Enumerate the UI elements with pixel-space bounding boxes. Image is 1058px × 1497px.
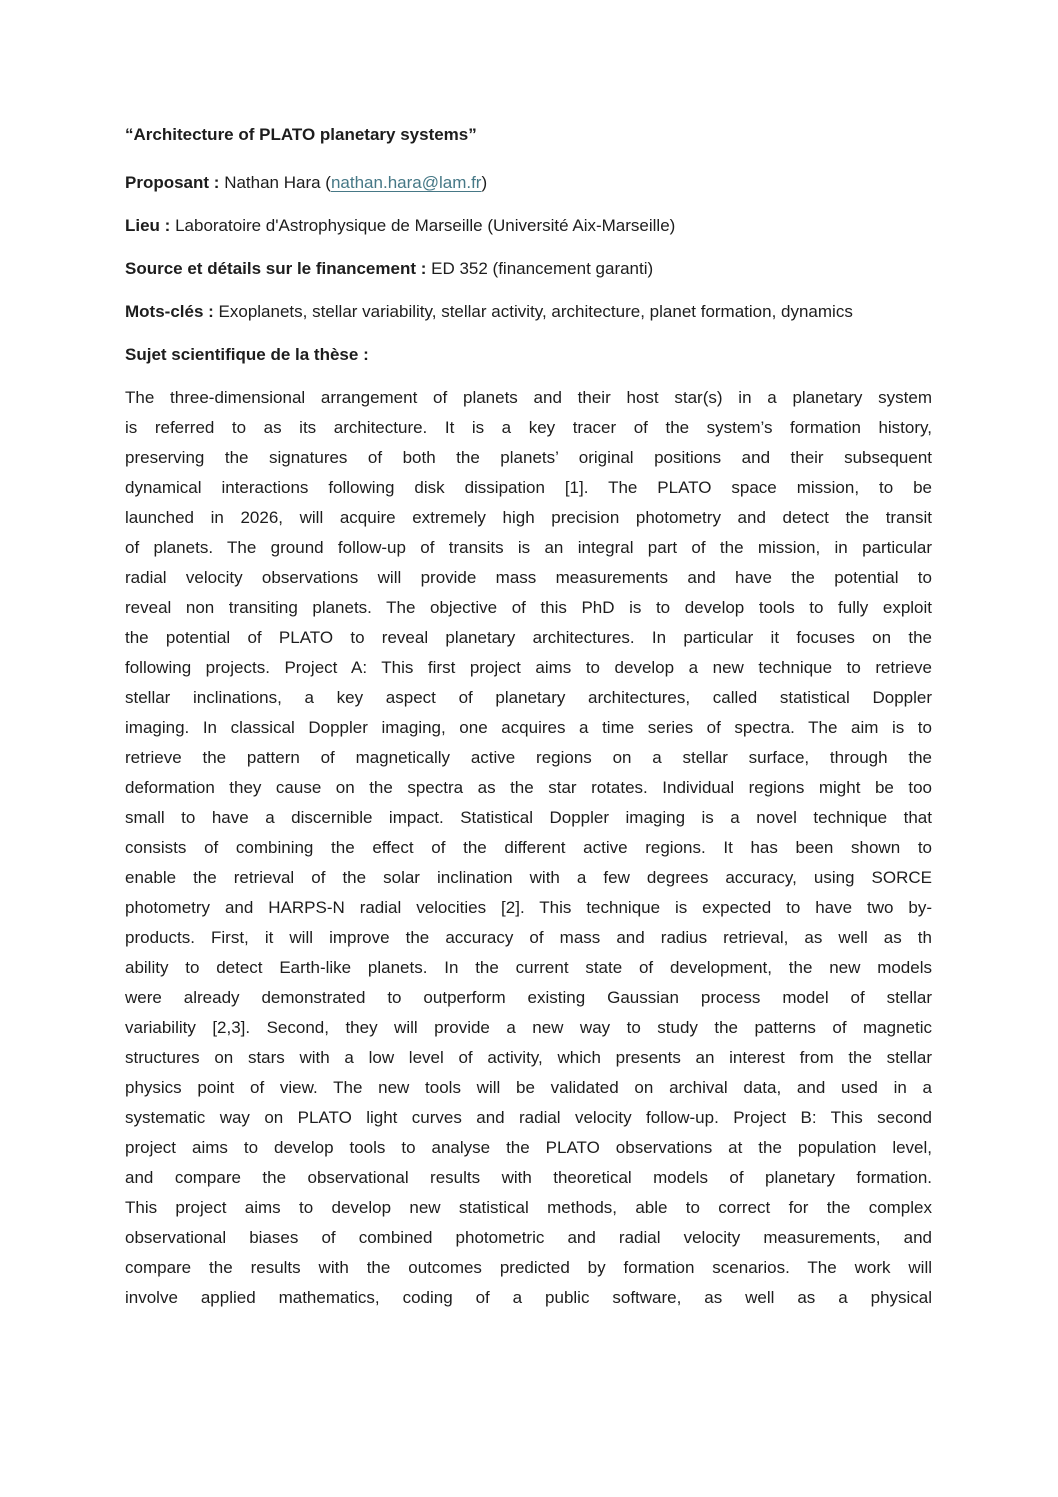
body-text-line: observational biases of combined photometric and radial velocity measurements, and xyxy=(125,1228,932,1247)
body-text-line: variability [2,3]. Second, they will provide a new way to study the patterns of magnetic xyxy=(125,1018,932,1037)
field-lieu-label: Lieu : xyxy=(125,216,171,235)
body-text-line: following projects. Project A: This first project aims to develop a new technique to retrieve xyxy=(125,658,932,677)
body-text-line: enable the retrieval of the solar inclination with a few degrees accuracy, using SORCE xyxy=(125,868,932,887)
body-text-line: The three-dimensional arrangement of planets and their host star(s) in a planetary system xyxy=(125,388,932,407)
body-text-line: photometry and HARPS-N radial velocities [2]. This technique is expected to have two by- xyxy=(125,898,932,917)
body-text-line: radial velocity observations will provide mass measurements and have the potential to xyxy=(125,568,932,587)
body-text-line: were already demonstrated to outperform existing Gaussian process model of stellar xyxy=(125,988,932,1007)
field-mots-cles-value: Exoplanets, stellar variability, stellar activity, architecture, planet formation, dynamics xyxy=(218,302,853,321)
body-text-line: dynamical interactions following disk dissipation [1]. The PLATO space mission, to be xyxy=(125,478,932,497)
field-lieu xyxy=(125,211,932,241)
field-mots-cles-label: Mots-clés : xyxy=(125,302,214,321)
body-text-line: This project aims to develop new statistical methods, able to correct for the complex xyxy=(125,1198,932,1217)
body-text-line: the potential of PLATO to reveal planetary architectures. In particular it focuses on the xyxy=(125,628,932,647)
document-title: “Architecture of PLATO planetary systems” xyxy=(125,125,477,144)
field-lieu-value: Laboratoire d'Astrophysique de Marseille (Université Aix-Marseille) xyxy=(175,216,676,235)
body-text-line: small to have a discernible impact. Statistical Doppler imaging is a novel technique that xyxy=(125,808,932,827)
body-text-line: systematic way on PLATO light curves and radial velocity follow-up. Project B: This second xyxy=(125,1108,932,1127)
field-proposant-text-suffix: ) xyxy=(481,173,488,192)
body-text-line: is referred to as its architecture. It is a key tracer of the system’s formation history, xyxy=(125,418,932,437)
field-proposant-text: Nathan Hara ( xyxy=(224,173,331,192)
field-proposant xyxy=(125,168,932,198)
field-financement-value: ED 352 (financement garanti) xyxy=(431,259,654,278)
body-text-line: compare the results with the outcomes predicted by formation scenarios. The work will xyxy=(125,1258,932,1277)
body-text-line: consists of combining the effect of the different active regions. It has been shown to xyxy=(125,838,932,857)
body-text-line: structures on stars with a low level of activity, which presents an interest from the stellar xyxy=(125,1048,932,1067)
body-text-line: products. First, it will improve the accuracy of mass and radius retrieval, as well as th xyxy=(125,928,932,947)
body-text-line: and compare the observational results with theoretical models of planetary formation. xyxy=(125,1168,932,1187)
body-text-line: ability to detect Earth-like planets. In the current state of development, the new models xyxy=(125,958,932,977)
proposant-email-link[interactable]: nathan.hara@lam.fr xyxy=(330,173,482,192)
body-text-line: stellar inclinations, a key aspect of planetary architectures, called statistical Doppler xyxy=(125,688,932,707)
body-text-line: physics point of view. The new tools will be validated on archival data, and used in a xyxy=(125,1078,932,1097)
field-mots-cles xyxy=(125,297,932,327)
body-text-line: deformation they cause on the spectra as the star rotates. Individual regions might be too xyxy=(125,778,932,797)
body-text-line: preserving the signatures of both the planets’ original positions and their subsequent xyxy=(125,448,932,467)
thesis-description xyxy=(125,383,932,1313)
field-proposant-label: Proposant : xyxy=(125,173,220,192)
body-text-line: of planets. The ground follow-up of transits is an integral part of the mission, in particular xyxy=(125,538,932,557)
body-text-line: launched in 2026, will acquire extremely high precision photometry and detect the transit xyxy=(125,508,932,527)
section-heading-sujet: Sujet scientifique de la thèse : xyxy=(125,345,369,364)
body-text-line: retrieve the pattern of magnetically active regions on a stellar surface, through the xyxy=(125,748,932,767)
field-financement xyxy=(125,254,932,284)
body-text-line: involve applied mathematics, coding of a public software, as well as a physical xyxy=(125,1288,932,1307)
body-text-line: project aims to develop tools to analyse the PLATO observations at the population level, xyxy=(125,1138,932,1157)
body-text-line: reveal non transiting planets. The objective of this PhD is to develop tools to fully exploit xyxy=(125,598,932,617)
field-financement-label: Source et détails sur le financement : xyxy=(125,259,427,278)
body-text-line: imaging. In classical Doppler imaging, one acquires a time series of spectra. The aim is to xyxy=(125,718,932,737)
